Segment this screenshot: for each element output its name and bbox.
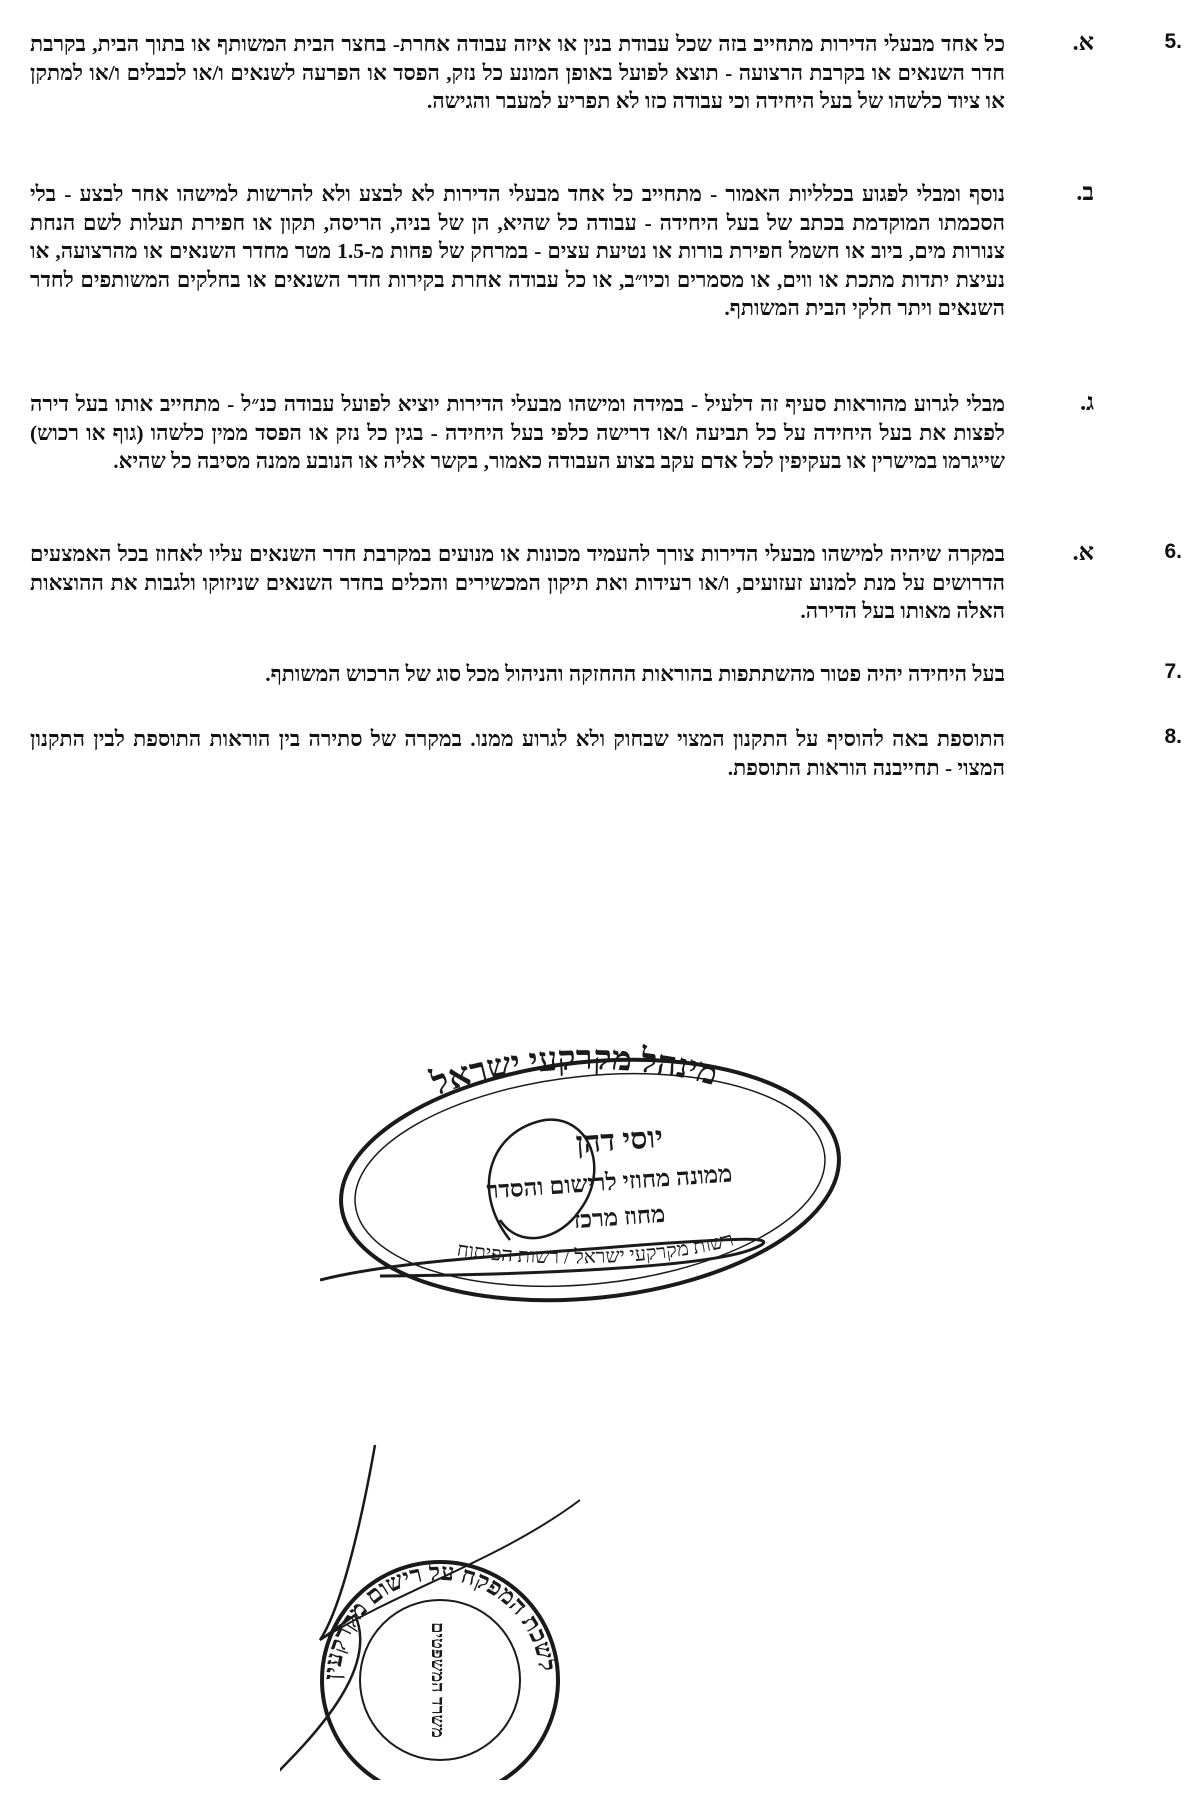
clause-letter: א. bbox=[1072, 540, 1094, 566]
clause-text: בעל היחידה יהיה פטור מהשתתפות בהוראות ההחזקה והניהול מכל סוג של הרכוש המשותף. bbox=[265, 662, 1005, 686]
clause-text: נוסף ומבלי לפגוע בכלליות האמור - מתחייב כל אחד מבעלי הדירות לא לבצע ולא להרשות למישהו אחר לבצע - בלי הסכמתו המוקדמת בכתב של בעל היחידה - עבודה כל שהיא, הן של בניה, הריסה, תקון או חפירת תעלות לשם הנחת צנורות מים, ביוב או חשמל חפירת בורות או נטיעת עצים - במרחק של פחות מ-1.5 מטר מחדר השנאים או מהרצועה, או נעיצת יתדות מתכת או ווים, או מסמרים וכיו״ב, או כל עבודה אחרת בקירות חדר השנאים או בחלקים המשותפים לחדר השנאים ויתר חלקי הבית המשותף. bbox=[30, 182, 1005, 320]
oval-stamp-bottom-text: רשות מקרקעי ישראל / רשות הפיתוח bbox=[455, 1228, 736, 1269]
clause-number: 7. bbox=[1164, 660, 1182, 683]
clause-letter: ג. bbox=[1080, 390, 1094, 416]
oval-stamp-district: מחוז מרכז bbox=[572, 1201, 667, 1235]
round-official-stamp bbox=[280, 1440, 600, 1780]
clause-letter: ב. bbox=[1076, 180, 1094, 206]
clause-text: מבלי לגרוע מהוראות סעיף זה דלעיל - במידה ומישהו מבעלי הדירות יוציא לפועל עבודה כנ״ל - מתחייב אותו בעל דירה לפצות את בעל היחידה על כל תביעה ו/או דרישה כלפי בעל היחידה - בגין כל נזק או הפסד ממין כלשהו (גוף או רכוש) שייגרמו במישרין או בעקיפין לכל אדם עקב בצוע העבודה כאמור, בקשר אליה או הנובע ממנה מסיבה כל שהיא. bbox=[30, 392, 1005, 473]
clause-number: 8. bbox=[1164, 725, 1182, 748]
oval-stamp-outer-text: מינהל מקרקעי ישראל bbox=[427, 1040, 722, 1103]
clause-number: 6. bbox=[1164, 540, 1182, 563]
clause-number: 5. bbox=[1164, 30, 1182, 53]
oval-official-stamp bbox=[320, 1040, 860, 1310]
round-stamp-outer-text: לשכת המפקח על רישום מקרקעין bbox=[319, 1559, 560, 1681]
clause-text: כל אחד מבעלי הדירות מתחייב בזה שכל עבודת בנין או איזה עבודה אחרת- בחצר הבית המשותף או בתוך הבית, בקרבת חדר השנאים או בקרבת הרצועה - תוצא לפועל באופן המונע כל נזק, הפסד או הפרעה לשנאים ו/או לכבלים ו/או למתקן או ציוד כלשהו של בעל היחידה וכי עבודה כזו לא תפריע למעבר והגישה. bbox=[30, 32, 1005, 113]
svg-text:מינהל מקרקעי ישראל bbox=[426, 1040, 721, 1103]
round-stamp-center-text: משרד המשפטים bbox=[428, 1622, 448, 1738]
clause-letter: א. bbox=[1072, 30, 1094, 56]
clause-text: התוספת באה להוסיף על התקנון המצוי שבחוק ולא לגרוע ממנו. במקרה של סתירה בין הוראות התוספת לבין התקנון המצוי - תחייבנה הוראות התוספת. bbox=[30, 727, 1005, 780]
clause-text: במקרה שיהיה למישהו מבעלי הדירות צורך להעמיד מכונות או מנועים במקרבת חדר השנאים עליו לאחוז בכל האמצעים הדרושים על מנת למנוע זעזועים, ו/או רעידות ואת תיקון המכשירים והכלים בחדר השנאים שניזוקו ולגבות את ההוצאות האלה מאותו בעל הדירה. bbox=[30, 542, 1005, 623]
oval-stamp-title: ממונה מחוזי לרישום והסדר bbox=[485, 1161, 734, 1205]
oval-stamp-name: יוסי דהן bbox=[574, 1121, 665, 1161]
